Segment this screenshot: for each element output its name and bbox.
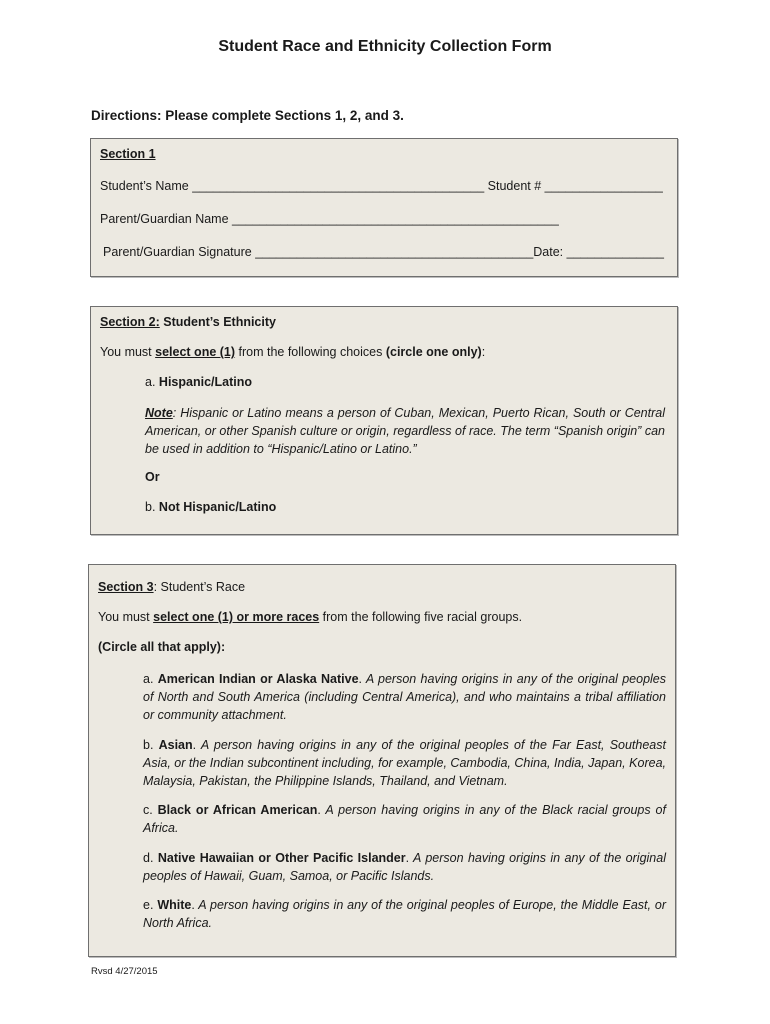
race-option-white[interactable] <box>143 896 666 932</box>
student-number-label: Student # <box>487 179 542 193</box>
section-1-box <box>90 138 678 277</box>
race-b-punct: . <box>192 738 197 752</box>
section-3-heading-row <box>98 580 245 594</box>
note-label: Note <box>145 406 173 420</box>
race-d-name: Native Hawaiian or Other Pacific Islander <box>157 851 406 865</box>
option-hispanic[interactable] <box>145 375 252 389</box>
section-3-heading: Section 3 <box>98 580 154 594</box>
race-instruction-pre: You must <box>98 610 150 624</box>
section-3-box <box>88 564 676 957</box>
section-2-heading: Section 2: <box>100 315 160 329</box>
race-e-punct: . <box>191 898 195 912</box>
student-name-label: Student’s Name <box>100 179 189 193</box>
section-2-heading-row <box>100 315 276 329</box>
section-1-heading: Section 1 <box>100 147 156 161</box>
section-2-box <box>90 306 678 535</box>
race-b-name: Asian <box>158 738 193 752</box>
race-c-desc: A person having origins in any of the Black racial groups of Africa. <box>143 803 666 835</box>
race-instruction-underlined: select one (1) or more races <box>153 610 320 624</box>
instruction-mid: from the following choices <box>238 345 383 359</box>
instruction-underlined: select one (1) <box>155 345 236 359</box>
race-instruction <box>98 610 522 624</box>
race-e-name: White <box>157 898 192 912</box>
date-field[interactable]: ______________ <box>566 245 664 259</box>
race-option-asian[interactable] <box>143 736 666 790</box>
race-b-prefix: b. <box>143 738 154 752</box>
student-name-field[interactable]: __________________________________________ <box>192 179 485 193</box>
option-a-prefix: a. <box>145 375 156 389</box>
signature-field[interactable]: ________________________________________ <box>255 245 534 259</box>
parent-name-field[interactable]: _______________________________________________ <box>232 212 559 226</box>
student-name-row <box>100 179 663 193</box>
section-2-title: Student’s Ethnicity <box>163 315 276 329</box>
race-e-prefix: e. <box>143 898 154 912</box>
race-e-desc: A person having origins in any of the original peoples of Europe, the Middle East, or North Africa. <box>143 898 666 930</box>
option-a-label: Hispanic/Latino <box>158 375 252 389</box>
parent-name-label: Parent/Guardian Name <box>100 212 229 226</box>
race-d-punct: . <box>405 851 410 865</box>
form-title: Student Race and Ethnicity Collection Form <box>218 38 552 55</box>
section-3-title: : Student’s Race <box>153 580 246 594</box>
or-label: Or <box>145 470 160 484</box>
signature-row <box>103 245 664 259</box>
option-b-prefix: b. <box>145 500 156 514</box>
race-d-desc: A person having origins in any of the original peoples of Hawaii, Guam, Samoa, or Pacific Islands. <box>143 851 666 883</box>
race-a-name: American Indian or Alaska Native <box>157 672 359 686</box>
ethnicity-note <box>145 404 665 458</box>
race-instruction-end: from the following five racial groups. <box>322 610 523 624</box>
race-a-desc: A person having origins in any of the original peoples of North and South America (including Central America), and who maintains a tribal affiliation or community attachment. <box>143 672 666 722</box>
race-d-prefix: d. <box>143 851 154 865</box>
directions: Directions: Please complete Sections 1, 2, and 3. <box>91 108 404 123</box>
ethnicity-instruction <box>100 345 485 359</box>
revision-date: Rvsd 4/27/2015 <box>91 966 158 977</box>
option-b-label: Not Hispanic/Latino <box>158 500 277 514</box>
race-option-black[interactable] <box>143 801 666 837</box>
note-text: : Hispanic or Latino means a person of Cuban, Mexican, Puerto Rican, South or Central American, or other Spanish culture or origin, regardless of race. The term “Spanish origin” can be used in addition to “Hispanic/Latino or Latino.” <box>145 406 665 456</box>
race-option-american-indian[interactable] <box>143 670 666 724</box>
instruction-pre: You must <box>100 345 152 359</box>
option-not-hispanic[interactable] <box>145 500 276 514</box>
race-a-punct: . <box>358 672 363 686</box>
race-option-pacific-islander[interactable] <box>143 849 666 885</box>
date-label: Date: <box>533 245 564 259</box>
instruction-bold: (circle one only) <box>385 345 482 359</box>
race-b-desc: A person having origins in any of the original peoples of the Far East, Southeast Asia, or the Indian subcontinent including, for example, Cambodia, China, India, Japan, Korea, Malaysia, Pakistan, the Philippine Islands, Thailand, and Vietnam. <box>143 738 666 788</box>
circle-all-label: (Circle all that apply): <box>98 640 226 654</box>
race-c-prefix: c. <box>143 803 153 817</box>
race-c-punct: . <box>317 803 321 817</box>
student-number-field[interactable]: _________________ <box>544 179 663 193</box>
race-c-name: Black or African American <box>157 803 318 817</box>
signature-label: Parent/Guardian Signature <box>103 245 252 259</box>
race-a-prefix: a. <box>143 672 154 686</box>
instruction-end: : <box>481 345 486 359</box>
parent-name-row <box>100 212 559 226</box>
